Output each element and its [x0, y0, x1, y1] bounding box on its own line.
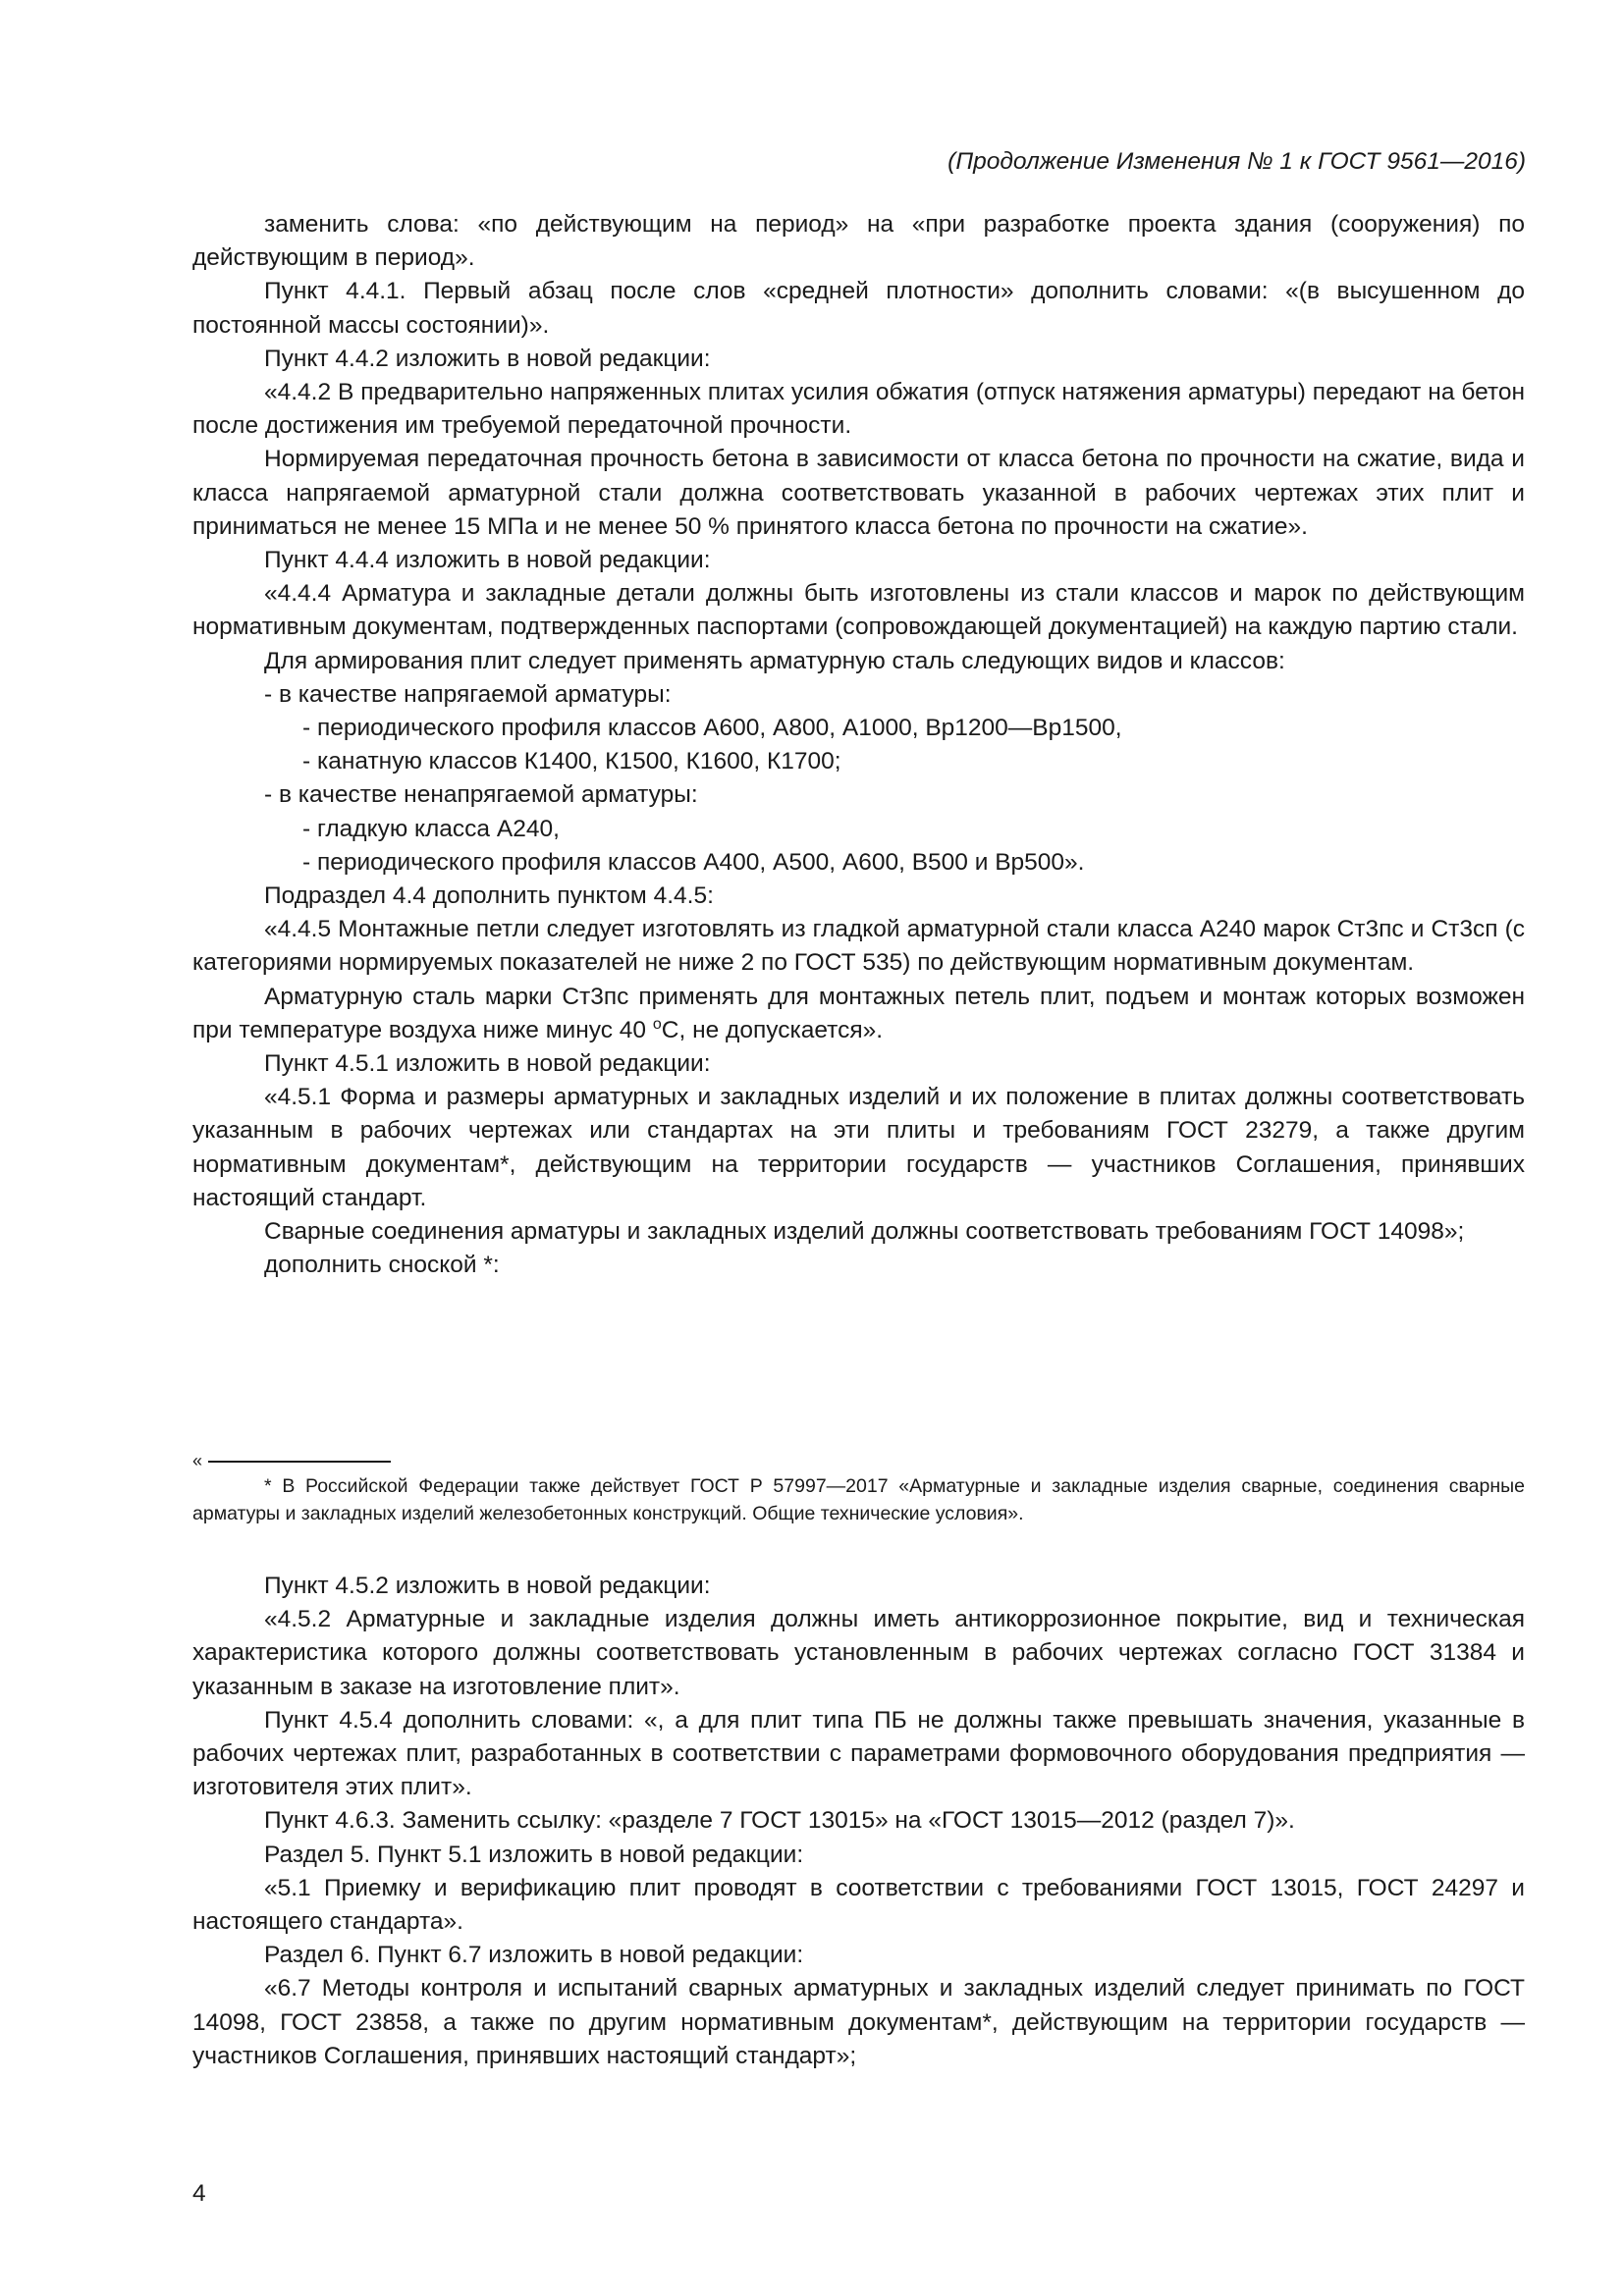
paragraph: Пункт 4.4.4 изложить в новой редакции:	[264, 547, 711, 574]
degree-superscript: о	[652, 1015, 662, 1033]
paragraph: Нормируемая передаточная прочность бетона в зависимости от класса бетона по прочности на сжатие, вида и класса напрягаемой арматурной стали должна соответствовать указанной в рабочих чертежах этих плит и приниматься не менее 15 МПа и не менее 50 % принятого класса бетона по прочности на сжатие».	[192, 446, 1525, 540]
list-item: - в качестве напрягаемой арматуры:	[264, 680, 672, 708]
paragraph: Раздел 6. Пункт 6.7 изложить в новой редакции:	[264, 1942, 804, 1969]
paragraph: Пункт 4.5.1 изложить в новой редакции:	[264, 1050, 711, 1078]
temperature-paragraph	[192, 981, 1525, 1047]
paragraph: Подраздел 4.4 дополнить пунктом 4.4.5:	[264, 882, 714, 910]
paragraph: «4.4.5 Монтажные петли следует изготовлять из гладкой арматурной стали класса А240 марок Ст3пс и Ст3сп (с категориями нормируемых показателей не ниже 2 по ГОСТ 535) по действующим нормативным документам.	[192, 916, 1525, 977]
paragraph: Сварные соединения арматуры и закладных изделий должны соответствовать требованиям ГОСТ 14098»;	[264, 1218, 1465, 1246]
paragraph: Пункт 4.4.1. Первый абзац после слов «средней плотности» дополнить словами: «(в высушенном до постоянной массы состоянии)».	[192, 278, 1525, 339]
list-item: - периодического профиля классов А600, А800, А1000, Вр1200—Вр1500,	[302, 715, 1122, 742]
temperature-text-after: С, не допускается».	[661, 1016, 884, 1043]
footnote-text: * В Российской Федерации также действует ГОСТ Р 57997—2017 «Арматурные и закладные изделия сварные, соединения сварные арматуры и закладных изделий железобетонных конструкций. Общие технические условия».	[192, 1475, 1525, 1524]
paragraph: дополнить сноской *:	[264, 1252, 500, 1279]
paragraph: «4.4.4 Арматура и закладные детали должны быть изготовлены из стали классов и марок по действующим нормативным документам, подтвержденных паспортами (сопровождающей документацией) на каждую партию стали.	[192, 580, 1525, 641]
page-number: 4	[192, 2180, 206, 2207]
list-item: - в качестве ненапрягаемой арматуры:	[264, 781, 698, 809]
paragraph: «4.5.1 Форма и размеры арматурных и закладных изделий и их положение в плитах должны соответствовать указанным в рабочих чертежах или стандартах на эти плиты и требованиям ГОСТ 23279, а также другим нормативным документам*, действующим на территории государств — участников Соглашения, принявших настоящий стандарт.	[192, 1084, 1525, 1211]
paragraph: «5.1 Приемку и верификацию плит проводят в соответствии с требованиями ГОСТ 13015, ГОСТ 24297 и настоящего стандарта».	[192, 1874, 1525, 1936]
main-text	[192, 208, 1525, 1283]
paragraph: «6.7 Методы контроля и испытаний сварных арматурных и закладных изделий следует принимать по ГОСТ 14098, ГОСТ 23858, а также по другим нормативным документам*, действующим на территории государств — участников Соглашения, принявших настоящий стандарт»;	[192, 1975, 1525, 2069]
footnote-divider	[208, 1461, 391, 1463]
paragraph: Пункт 4.5.2 изложить в новой редакции:	[264, 1573, 711, 1599]
paragraph: «4.4.2 В предварительно напряженных плитах усилия обжатия (отпуск натяжения арматуры) передают на бетон после достижения им требуемой передаточной прочности.	[192, 379, 1525, 440]
footnote	[192, 1472, 1525, 1527]
paragraph: заменить слова: «по действующим на период» на «при разработке проекта здания (сооружения) по действующим в период».	[192, 211, 1525, 272]
list-item: - канатную классов К1400, К1500, К1600, К1700;	[302, 748, 841, 775]
paragraph: Для армирования плит следует применять арматурную сталь следующих видов и классов:	[264, 647, 1285, 674]
main-text-continued	[192, 1570, 1525, 2073]
paragraph: Пункт 4.6.3. Заменить ссылку: «разделе 7 ГОСТ 13015» на «ГОСТ 13015—2012 (раздел 7)».	[264, 1807, 1295, 1835]
temperature-text-before: Арматурную сталь марки Ст3пс применять для монтажных петель плит, подъем и монтаж которых возможен при температуре воздуха ниже минус 40	[192, 983, 1525, 1043]
footnote-open-quote: «	[192, 1451, 203, 1470]
paragraph: Раздел 5. Пункт 5.1 изложить в новой редакции:	[264, 1841, 804, 1868]
running-title: (Продолжение Изменения № 1 к ГОСТ 9561—2016)	[947, 148, 1526, 175]
list-item: - гладкую класса А240,	[302, 815, 560, 842]
paragraph: Пункт 4.5.4 дополнить словами: «, а для плит типа ПБ не должны также превышать значения, указанные в рабочих чертежах плит, разработанных в соответствии с параметрами формовочного оборудования предприятия — изготовителя этих плит».	[192, 1706, 1525, 1801]
paragraph: «4.5.2 Арматурные и закладные изделия должны иметь антикоррозионное покрытие, вид и техническая характеристика которого должны соответствовать установленным в рабочих чертежах согласно ГОСТ 31384 и указанным в заказе на изготовление плит».	[192, 1606, 1525, 1700]
paragraph: Пункт 4.4.2 изложить в новой редакции:	[264, 345, 711, 372]
list-item: - периодического профиля классов А400, А500, А600, В500 и Вр500».	[302, 848, 1085, 876]
